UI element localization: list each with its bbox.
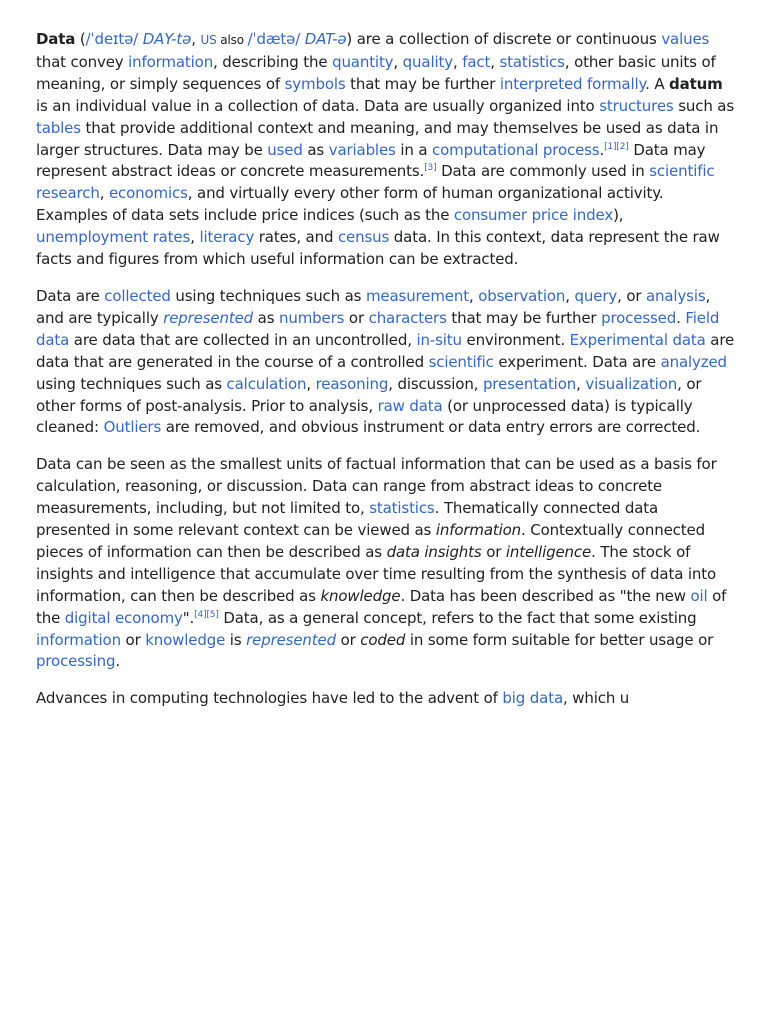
link-reasoning[interactable]: reasoning (315, 374, 389, 393)
link-experimental-data[interactable]: Experimental data (569, 330, 706, 349)
reference-1-2[interactable]: [1][2] (604, 141, 629, 152)
link-fact[interactable]: fact (462, 52, 491, 71)
link-census[interactable]: census (337, 228, 390, 247)
link-digital-economy[interactable]: digital economy (64, 608, 183, 627)
link-big-data[interactable]: big data (502, 689, 563, 708)
link-represented-2[interactable]: represented (246, 630, 336, 649)
link-computational-process[interactable]: computational process (431, 140, 600, 159)
link-quality[interactable]: quality (402, 52, 453, 71)
link-represented[interactable]: represented (163, 308, 254, 327)
link-statistics-2[interactable]: statistics (369, 499, 435, 518)
link-tables[interactable]: tables (36, 118, 81, 137)
paragraph-1: Data (/ˈdeɪtə/ DAY-tə, US also /ˈdætə/ DAT-ə) are a collection of discrete or continuous values that convey information, describing the quantity, quality, fact, statistics, other basic units of meaning, or simply sequences of symbols that may be further interpreted formally. A datum is an individual value in a collection of data. Data are usually organized into structures such as tables that provide additional context and meaning, and may themselves be used as data in larger structures. Data may be used as variables in a computational process.[1][2] Data may represent abstract ideas or concrete measurements.[3] Data are commonly used in scientific research, economics, and virtually every other form of human organizational activity. Examples of data sets include price indices (such as the consumer price index), unemployment rates, literacy rates, and census data. In this context, data represent the raw facts and figures from which useful information can be extracted. (36, 30, 734, 269)
link-raw-data[interactable]: raw data (377, 396, 443, 415)
respelling-us-link[interactable]: DAT-ə (304, 30, 347, 48)
paragraph-2: Data are collected using techniques such as measurement, observation, query, or analysis, and are typically represented as numbers or characters that may be further processed. Field data are data that are collected in an uncontrolled, in-situ environment. Experimental data are data that are generated in the course of a controlled scientific experiment. Data are analyzed using techniques such as calculation, reasoning, discussion, presentation, visualization, or other forms of post-analysis. Prior to analysis, raw data (or unprocessed data) is typically cleaned: Outliers are removed, and obvious instrument or data entry errors are corrected. (36, 286, 735, 437)
pronunciation-uk-link[interactable]: /ˈdeɪtə/ (85, 30, 139, 48)
link-collected[interactable]: collected (104, 286, 171, 305)
link-calculation[interactable]: calculation (226, 374, 307, 393)
link-values[interactable]: values (661, 30, 710, 48)
link-formally[interactable]: formally (587, 74, 646, 93)
link-statistics[interactable]: statistics (499, 52, 565, 71)
pronunciation-us-link[interactable]: /ˈdætə/ (247, 30, 301, 48)
link-interpreted[interactable]: interpreted (499, 74, 583, 93)
term-data: Data (36, 30, 76, 48)
link-analysis[interactable]: analysis (645, 286, 706, 305)
us-link[interactable]: US (200, 33, 217, 47)
link-information[interactable]: information (128, 52, 214, 71)
reference-4-5[interactable]: [4][5] (194, 609, 219, 620)
respelling-uk-link[interactable]: DAY-tə (142, 30, 192, 48)
link-processed[interactable]: processed (601, 308, 677, 327)
link-quantity[interactable]: quantity (332, 52, 394, 71)
link-field-data[interactable]: Field data (36, 308, 720, 349)
link-oil[interactable]: oil (690, 586, 708, 605)
link-outliers[interactable]: Outliers (103, 418, 162, 437)
link-query[interactable]: query (574, 286, 618, 305)
term-datum: datum (669, 74, 723, 93)
link-scientific[interactable]: scientific (428, 352, 494, 371)
link-visualization[interactable]: visualization (585, 374, 678, 393)
link-unemployment-rates[interactable]: unemployment rates (36, 228, 191, 247)
link-characters[interactable]: characters (368, 308, 447, 327)
reference-3[interactable]: [3] (424, 163, 437, 174)
link-knowledge[interactable]: knowledge (145, 630, 226, 649)
link-measurement[interactable]: measurement (365, 286, 469, 305)
link-processing[interactable]: processing (36, 652, 116, 671)
link-used[interactable]: used (267, 140, 303, 159)
link-structures[interactable]: structures (599, 96, 674, 115)
link-variables[interactable]: variables (328, 140, 396, 159)
link-in-situ[interactable]: in-situ (416, 330, 462, 349)
link-observation[interactable]: observation (478, 286, 566, 305)
link-presentation[interactable]: presentation (482, 374, 577, 393)
article-body (36, 29, 736, 725)
link-economics[interactable]: economics (108, 184, 188, 203)
link-information-2[interactable]: information (36, 630, 121, 649)
link-consumer-price-index[interactable]: consumer price index (453, 206, 614, 225)
link-numbers[interactable]: numbers (279, 308, 345, 327)
paragraph-3: Data can be seen as the smallest units of factual information that can be used as a basis for calculation, reasoning, or discussion. Data can range from abstract ideas to concrete measurements, including, but not limited to, statistics. Thematically connected data presented in some relevant context can be viewed as information. Contextually connected pieces of information can then be described as data insights or intelligence. The stock of insights and intelligence that accumulate over time resulting from the synthesis of data into information, can then be described as knowledge. Data has been described as "the new oil of the digital economy".[4][5] Data, as a general concept, refers to the fact that some existing information or knowledge is represented or coded in some form suitable for better usage or processing. (36, 455, 727, 671)
link-literacy[interactable]: literacy (199, 228, 255, 247)
link-analyzed[interactable]: analyzed (660, 352, 727, 371)
link-scientific-research[interactable]: scientific research (36, 162, 715, 203)
link-symbols[interactable]: symbols (284, 74, 346, 93)
paragraph-4: Advances in computing technologies have led to the advent of big data, which u (36, 689, 630, 708)
